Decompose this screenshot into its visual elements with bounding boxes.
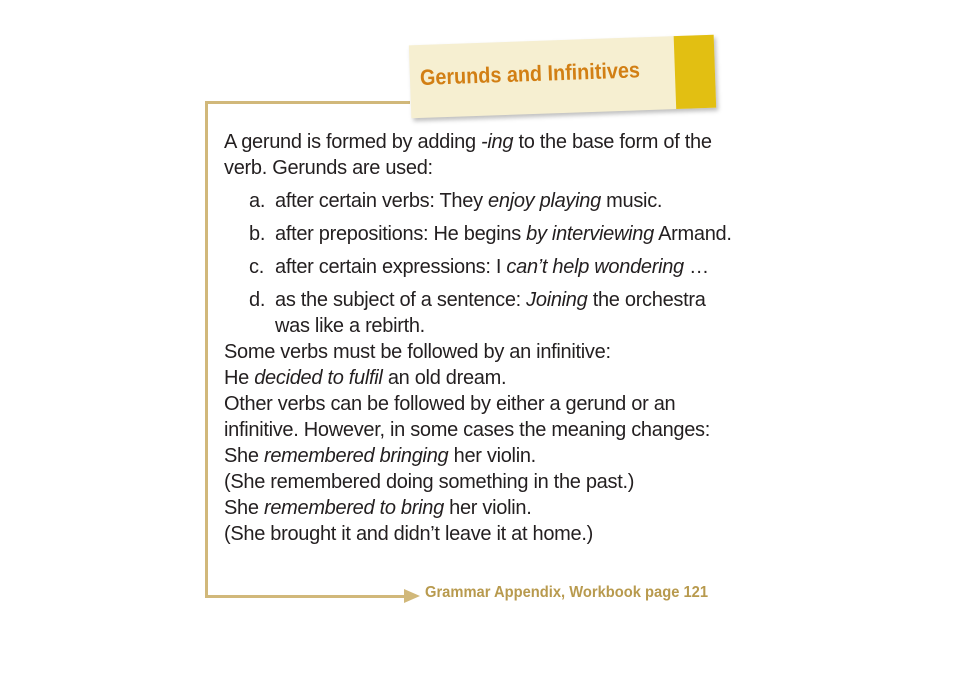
intro-paragraph: [224, 129, 744, 181]
intro-ing: -ing: [481, 131, 514, 153]
list-letter: a.: [249, 190, 266, 212]
arrow-icon: [404, 589, 420, 603]
example-note: (She brought it and didn’t leave it at home.): [224, 523, 593, 545]
infinitive-example: He decided to fulfil an old dream.: [224, 367, 507, 389]
list-item: [249, 254, 744, 280]
either-paragraph: Other verbs can be followed by either a gerund or an infinitive. However, in some cases the meaning changes:: [224, 393, 710, 441]
frame-left-line: [205, 101, 208, 598]
list-letter: d.: [249, 289, 266, 311]
grammar-content: [224, 129, 744, 547]
example-note: (She remembered doing something in the past.): [224, 471, 635, 493]
intro-text-1: A gerund is formed by adding: [224, 131, 482, 153]
list-letter: b.: [249, 223, 266, 245]
list-letter: c.: [249, 256, 264, 278]
infinitive-heading: Some verbs must be followed by an infinitive:: [224, 341, 611, 363]
list-item: [249, 221, 744, 247]
title-tag: [409, 35, 716, 119]
list-text: after certain expressions: I can’t help wondering …: [275, 256, 709, 278]
example-to-bring: She remembered to bring her violin. (She brought it and didn’t leave it at home.): [224, 497, 593, 545]
list-text: after prepositions: He begins by interviewing Armand.: [275, 223, 732, 245]
list-text: after certain verbs: They enjoy playing music.: [275, 190, 663, 212]
appendix-reference: Grammar Appendix, Workbook page 121: [425, 584, 709, 601]
intro-text-2: to the base form of the: [513, 131, 712, 153]
intro-text-3: verb. Gerunds are used:: [224, 157, 433, 179]
list-text: as the subject of a sentence: Joining the orchestra was like a rebirth.: [275, 289, 706, 337]
title-tab-accent: [674, 35, 717, 109]
frame-top-line: [205, 101, 410, 104]
box-title: Gerunds and Infinitives: [419, 57, 641, 90]
example-bringing: She remembered bringing her violin. (She remembered doing something in the past.): [224, 445, 635, 493]
frame-bottom-line: [205, 595, 408, 598]
list-item: [249, 287, 744, 339]
list-item: [249, 188, 744, 214]
